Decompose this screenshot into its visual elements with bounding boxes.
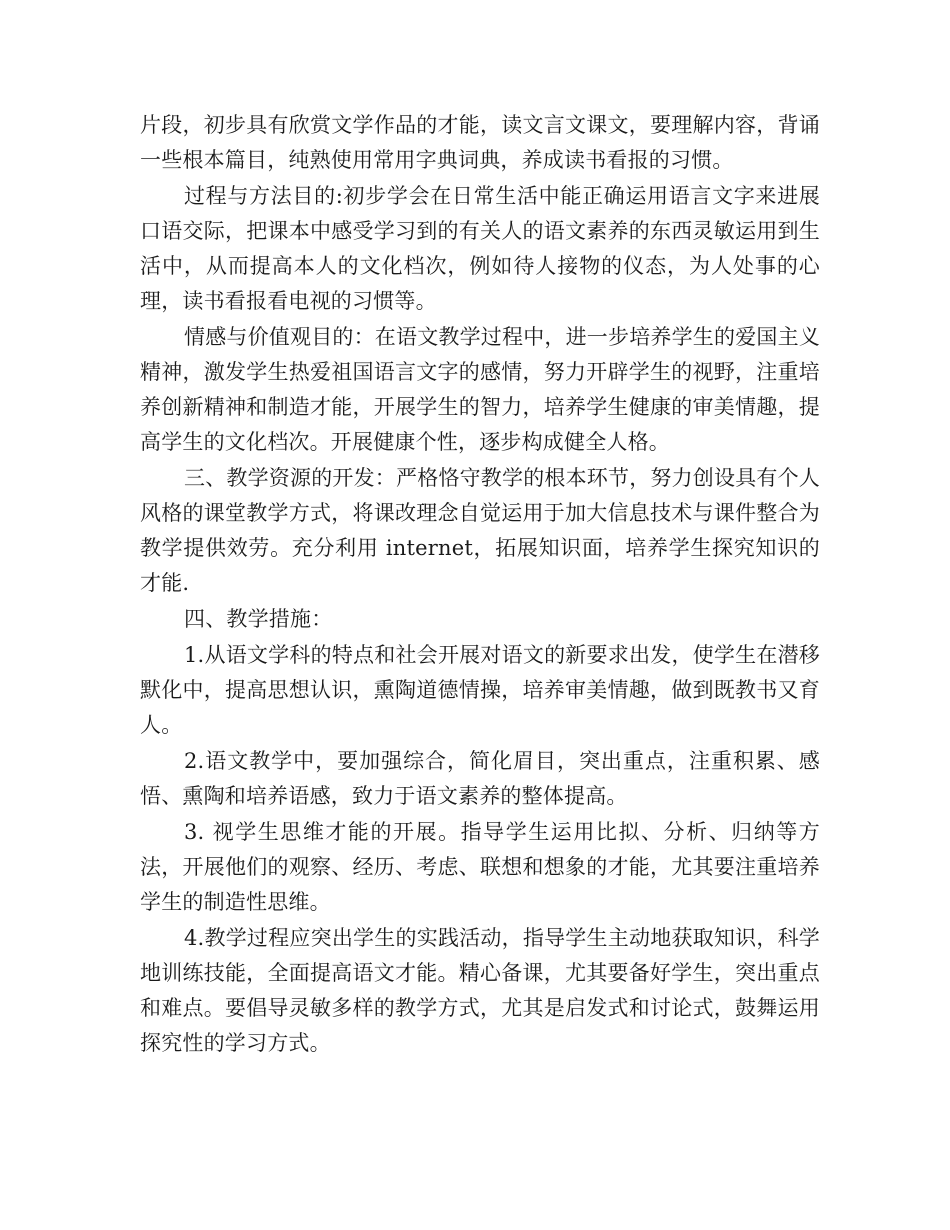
measure-item-4: 4.教学过程应突出学生的实践活动，指导学生主动地获取知识，科学地训练技能，全面提高语文才能。精心备课，尤其要备好学生，突出重点和难点。要倡导灵敏多样的教学方式，尤其是启发式和讨论式，鼓舞运用探究性的学习方式。 [140, 926, 820, 1055]
paragraph-teaching-resources: 三、教学资源的开发：严格恪守教学的根本环节，努力创设具有个人风格的课堂教学方式，将课改理念自觉运用于加大信息技术与课件整合为教学提供效劳。充分利用 internet，拓展知识面，培养学生探究知识的才能. [140, 466, 820, 595]
section-heading-teaching-measures: 四、教学措施： [184, 607, 333, 631]
paragraph-reading-goals: 片段，初步具有欣赏文学作品的才能，读文言文课文，要理解内容，背诵一些根本篇目，纯熟使用常用字典词典，养成读书看报的习惯。 [140, 113, 820, 172]
measure-item-1: 1.从语文学科的特点和社会开展对语文的新要求出发，使学生在潜移默化中，提高思想认识，熏陶道德情操，培养审美情趣，做到既教书又育人。 [140, 643, 820, 737]
paragraph-emotion-value-goals: 情感与价值观目的：在语文教学过程中，进一步培养学生的爱国主义精神，激发学生热爱祖国语言文字的感情，努力开辟学生的视野，注重培养创新精神和制造才能，开展学生的智力，培养学生健康的审美情趣，提高学生的文化档次。开展健康个性，逐步构成健全人格。 [140, 325, 820, 454]
measure-item-2: 2.语文教学中，要加强综合，简化眉目，突出重点，注重积累、感悟、熏陶和培养语感，致力于语文素养的整体提高。 [140, 749, 820, 808]
paragraph-process-method-goals: 过程与方法目的:初步学会在日常生活中能正确运用语言文字来进展口语交际，把课本中感受学习到的有关人的语文素养的东西灵敏运用到生活中，从而提高本人的文化档次，例如待人接物的仪态，为人处事的心理，读书看报看电视的习惯等。 [140, 184, 820, 313]
measure-item-3: 3. 视学生思维才能的开展。指导学生运用比拟、分析、归纳等方法，开展他们的观察、经历、考虑、联想和想象的才能，尤其要注重培养学生的制造性思维。 [140, 820, 820, 914]
document-body [140, 108, 820, 1062]
